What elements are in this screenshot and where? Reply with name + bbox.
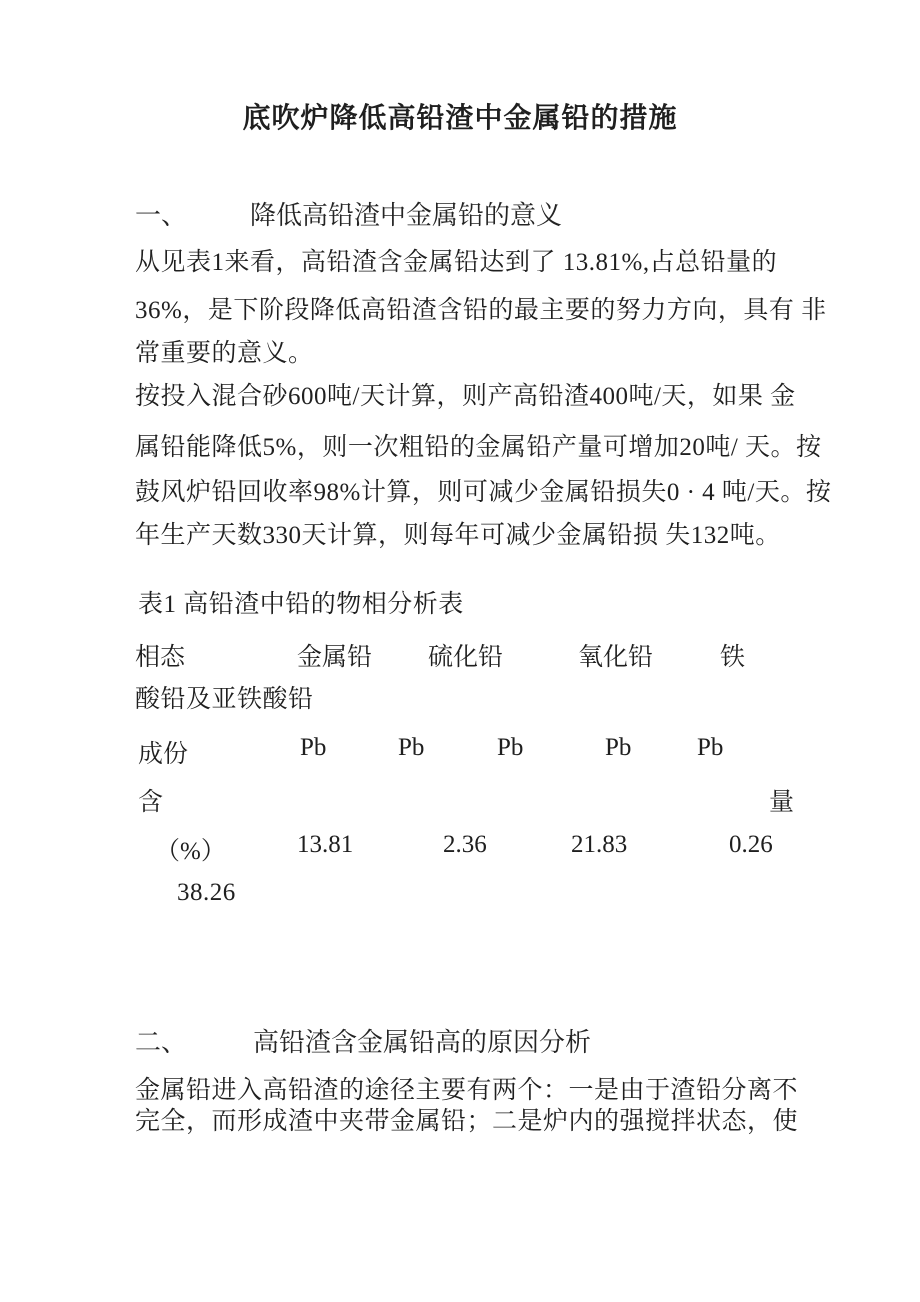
value-ferrite: 0.26 [729, 831, 773, 858]
component-pb-cell-5: Pb [697, 734, 724, 761]
component-pb-cell-4: Pb [605, 734, 632, 761]
phase-label-cell: 相态 [135, 644, 186, 671]
section-1-number: 一、 [135, 200, 188, 230]
value-total-wrap: 38.26 [177, 879, 236, 906]
para-2-line-3: 鼓风炉铅回收率98%计算，则可减少金属铅损失0 · 4 吨/天。按 [135, 479, 832, 506]
table-phase-row [0, 637, 920, 671]
table-content-row [0, 782, 920, 816]
section-1-heading: 降低高铅渣中金属铅的意义 [250, 200, 563, 230]
table-values-row [0, 831, 920, 865]
section-2-heading: 高铅渣含金属铅高的原因分析 [253, 1027, 592, 1057]
values-percent-label: （%） [155, 838, 226, 865]
table-component-row [0, 734, 920, 768]
value-metallic-lead: 13.81 [297, 831, 354, 858]
component-pb-cell-2: Pb [398, 734, 425, 761]
para-1-line-1: 从见表1来看，高铅渣含金属铅达到了 13.81%,占总铅量的 [135, 249, 778, 276]
phase-lead-oxide-cell: 氧化铅 [578, 644, 654, 671]
component-label-cell: 成份 [138, 741, 189, 768]
section-2-number: 二、 [135, 1027, 188, 1057]
phase-metallic-lead-cell: 金属铅 [297, 644, 373, 671]
table-caption: 表1 高铅渣中铅的物相分析表 [138, 591, 464, 618]
phase-lead-sulfide-cell: 硫化铅 [428, 644, 504, 671]
content-label-left: 含 [138, 789, 164, 816]
component-pb-cell-3: Pb [497, 734, 524, 761]
para-2-line-2: 属铅能降低5%，则一次粗铅的金属铅产量可增加20吨/ 天。按 [135, 434, 822, 461]
phase-ferrite-cell-wrap: 酸铅及亚铁酸铅 [135, 686, 314, 713]
content-label-right: 量 [769, 789, 795, 816]
para-3-line-2: 完全，而形成渣中夹带金属铅；二是炉内的强搅拌状态，使 [135, 1108, 799, 1135]
value-lead-oxide: 21.83 [571, 831, 628, 858]
para-2-line-4: 年生产天数330天计算，则每年可减少金属铅损 失132吨。 [135, 522, 781, 549]
para-3-line-1: 金属铅进入高铅渣的途径主要有两个：一是由于渣铅分离不 [135, 1077, 799, 1104]
para-1-line-3: 常重要的意义。 [135, 340, 314, 367]
component-pb-cell-1: Pb [300, 734, 327, 761]
para-1-line-2: 36%，是下阶段降低高铅渣含铅的最主要的努力方向，具有 非 [135, 297, 827, 324]
phase-ferrite-cell-start: 铁 [720, 644, 746, 671]
doc-title: 底吹炉降低高铅渣中金属铅的措施 [242, 102, 678, 133]
para-2-line-1: 按投入混合砂600吨/天计算，则产高铅渣400吨/天，如果 金 [135, 383, 796, 410]
value-lead-sulfide: 2.36 [443, 831, 487, 858]
